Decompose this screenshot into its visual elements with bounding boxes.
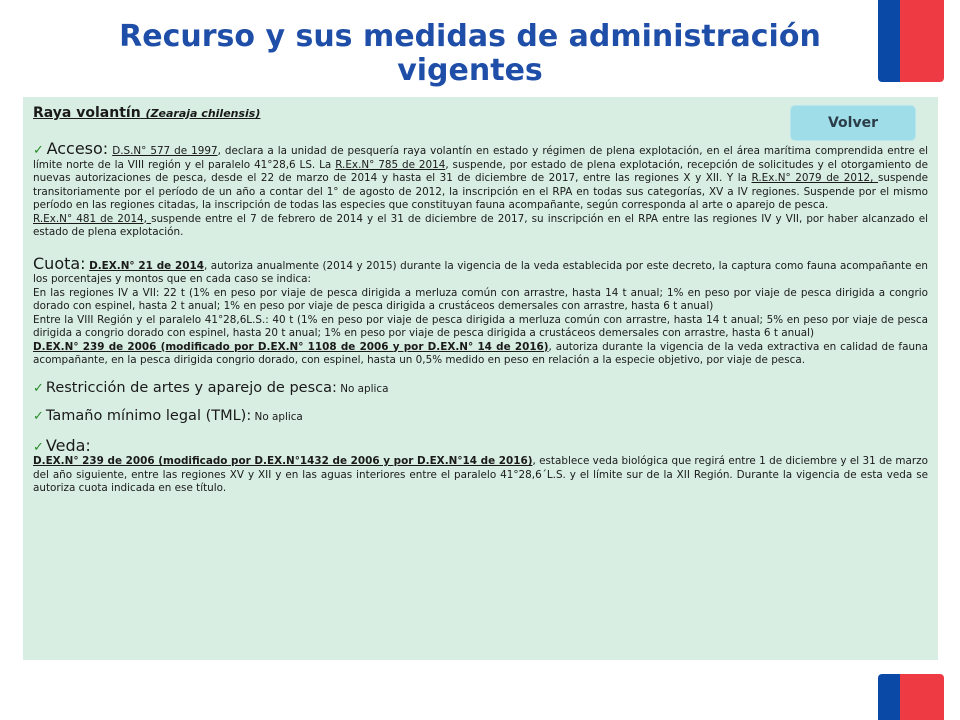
quota-ref-dex-239[interactable]: D.EX.N° 239 de 2006 (modificado por D.EX.N° 1108 de 2006 y por D.EX.N° 14 de 2016): [33, 340, 549, 353]
checkmark-icon: ✓: [33, 439, 44, 455]
gear-section: [33, 379, 928, 397]
access-section: [33, 139, 929, 213]
flag-blue-stripe: [878, 674, 900, 720]
quota-regions-iv-vii: En las regiones IV a VII: 22 t (1% en peso por viaje de pesca dirigida a merluza común con arrastre, hasta 14 t anual; 1% en peso por viaje de pesca dirigida a congrio dorado con espinel, hasta 2 t anual; 1% en peso por viaje de pesca dirigida a crustáceos demersales con arrastre, hasta 6 t anual): [33, 286, 928, 312]
access-ref-rex-481[interactable]: R.Ex.N° 481 de 2014,: [33, 212, 152, 225]
closure-label: Veda:: [45, 435, 91, 455]
quota-label: Cuota:: [33, 253, 86, 273]
flag-red-stripe: [900, 0, 944, 82]
access-text-3: suspende transitoriamente por el período de un año a contar del 1° de agosto de 2012, la inscripción en el RPA en todas sus categorías, XV a IV regiones. Suspende por el mismo período en las regiones citadas, la inscripción de todas las especies que constituyan fauna acompañante, según corresponda al arte o aparejo de pesca.: [33, 172, 928, 211]
closure-section: [33, 435, 928, 456]
access-ref-rex-785[interactable]: R.Ex.N° 785 de 2014: [335, 158, 446, 171]
quota-text-4: , autoriza durante la vigencia de la veda extractiva en calidad de fauna acompañante, en la pesca dirigida congrio dorado, con espinel, hasta un 0,5% medido en peso en relación a la especie objetivo, por viaje de pesca.: [33, 340, 928, 366]
gear-label: Restricción de artes y aparejo de pesca:: [45, 379, 337, 396]
quota-region-viii: Entre la VIII Región y el paralelo 41°28,6L.S.: 40 t (1% en peso por viaje de pesca dirigida a merluza común con arrastre, hasta 14 t anual; 5% en peso por viaje de pesca dirigida a congrio dorado con espinel, hasta 20 t anual; 1% en peso por viaje de pesca dirigida a crustáceos demersales con arrastre, hasta 6 t anual): [33, 313, 928, 339]
access-ref-rex-2079[interactable]: R.Ex.N° 2079 de 2012,: [751, 172, 879, 184]
title-line-2: vigentes: [397, 53, 543, 88]
access-text-4: suspende entre el 7 de febrero de 2014 y el 31 de diciembre de 2017, su inscripción en el RPA entre las regiones IV y VII, por haber alcanzado el estado de plena explotación.: [33, 212, 929, 238]
access-section-2: [33, 213, 928, 240]
quota-ref-dex-21[interactable]: D.EX.N° 21 de 2014: [89, 259, 204, 272]
checkmark-icon: ✓: [33, 380, 44, 396]
flag-red-stripe: [900, 674, 944, 720]
size-section: [33, 410, 928, 425]
quota-section-2: [33, 341, 928, 368]
checkmark-icon: ✓: [33, 143, 45, 158]
access-text-2: , suspende, por estado de plena explotación, recepción de solicitudes y el otorgamiento de nuevas autorizaciones de pesca, desde el 22 de marzo de 2014 y hasta el 31 de diciembre de 2017, entre las regiones X y XII. Y la: [33, 158, 929, 184]
flag-blue-stripe: [878, 0, 900, 82]
page-title: [60, 20, 880, 88]
species-scientific-name: (Zearaja chilensis): [145, 107, 261, 120]
access-ref-ds-577[interactable]: D.S.N° 577 de 1997: [112, 145, 218, 157]
content-panel: [23, 97, 938, 660]
closure-ref-dex-239[interactable]: D.EX.N° 239 de 2006 (modificado por D.EX.N°1432 de 2006 y por D.EX.N°14 de 2016): [33, 455, 533, 467]
title-line-1: Recurso y sus medidas de administración: [119, 19, 821, 54]
access-text-1: , declara a la unidad de pesquería raya volantín en estado y régimen de plena explotación, en el área marítima comprendida entre el límite norte de la VIII región y el paralelo 41°28,6 LS. La: [33, 145, 928, 171]
size-value: No aplica: [254, 411, 303, 423]
quota-section: [33, 253, 928, 287]
checkmark-icon: ✓: [33, 409, 44, 424]
quota-text-1: , autoriza anualmente (2014 y 2015) durante la vigencia de la veda establecida por este decreto, la captura como fauna acompañante en los porcentajes y montos que en cada caso se indica:: [33, 259, 928, 285]
flag-logo-bottom: [878, 674, 944, 720]
gear-value: No aplica: [340, 382, 389, 395]
size-label: Tamaño mínimo legal (TML):: [45, 408, 252, 424]
closure-text: [33, 455, 928, 496]
access-label: Acceso:: [46, 139, 109, 158]
back-button[interactable]: Volver: [790, 105, 916, 141]
species-name: Raya volantín: [33, 105, 141, 121]
flag-logo-top: [878, 0, 944, 82]
closure-text-1: , establece veda biológica que regirá entre 1 de diciembre y el 31 de marzo del año siguiente, entre las regiones XV y XII y en las aguas interiores entre el paralelo 41°28,6´L.S. y el límite sur de la XII Región. Durante la vigencia de esta veda se autoriza cuota indicada en ese título.: [33, 455, 928, 494]
